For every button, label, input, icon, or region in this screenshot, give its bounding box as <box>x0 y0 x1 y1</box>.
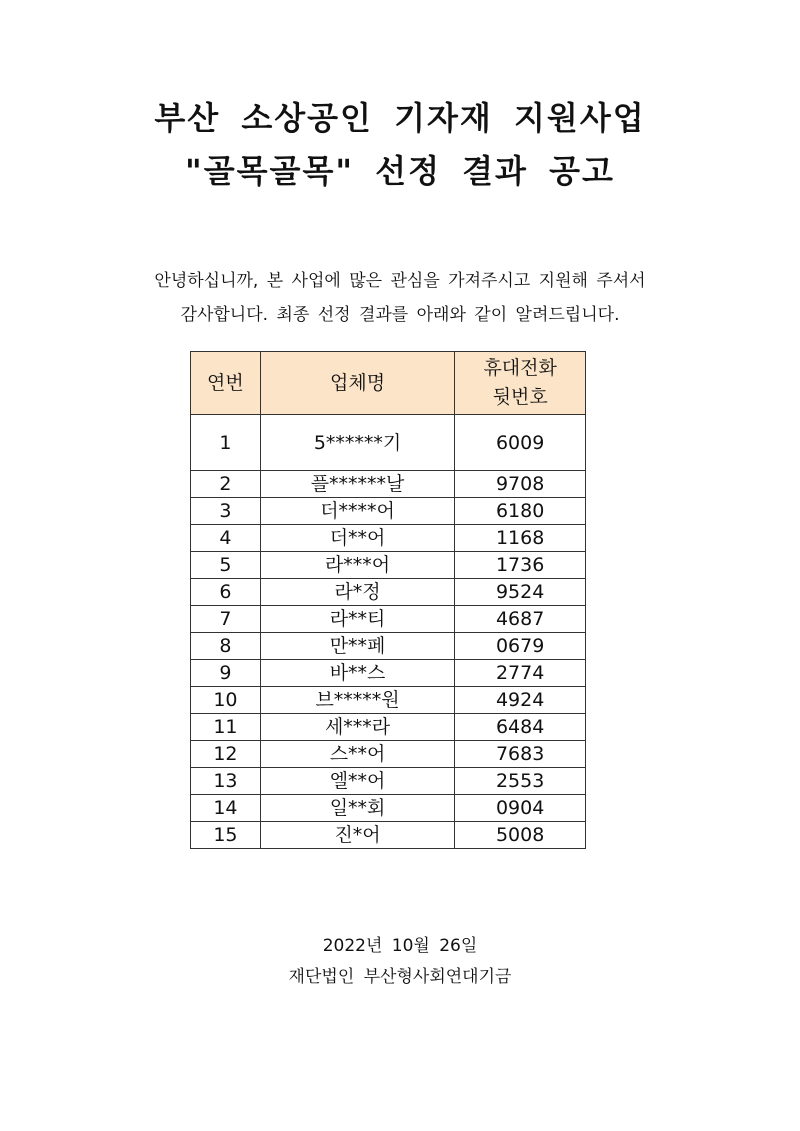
table-row <box>191 714 586 741</box>
cell-number: 13 <box>191 768 261 795</box>
table-body <box>191 415 586 849</box>
cell-number: 12 <box>191 741 261 768</box>
cell-company-name: 바**스 <box>260 660 455 687</box>
table-row <box>191 660 586 687</box>
table-row <box>191 579 586 606</box>
cell-number: 5 <box>191 552 261 579</box>
cell-phone-last-digits: 4924 <box>455 687 586 714</box>
cell-number: 2 <box>191 471 261 498</box>
table-row <box>191 822 586 849</box>
cell-number: 8 <box>191 633 261 660</box>
cell-company-name: 진*어 <box>260 822 455 849</box>
cell-phone-last-digits: 1168 <box>455 525 586 552</box>
cell-phone-last-digits: 1736 <box>455 552 586 579</box>
table-row <box>191 525 586 552</box>
header-company-name: 업체명 <box>260 352 455 415</box>
cell-phone-last-digits: 6180 <box>455 498 586 525</box>
table-row <box>191 552 586 579</box>
announcement-date: 2022년 10월 26일 <box>322 936 478 956</box>
cell-phone-last-digits: 6484 <box>455 714 586 741</box>
cell-number: 9 <box>191 660 261 687</box>
cell-phone-last-digits: 2774 <box>455 660 586 687</box>
cell-company-name: 브*****원 <box>260 687 455 714</box>
cell-company-name: 5******기 <box>260 415 455 471</box>
cell-phone-last-digits: 0904 <box>455 795 586 822</box>
cell-company-name: 라**티 <box>260 606 455 633</box>
table-row <box>191 741 586 768</box>
cell-company-name: 플******날 <box>260 471 455 498</box>
cell-number: 4 <box>191 525 261 552</box>
intro-text-line-1: 안녕하십니까, 본 사업에 많은 관심을 가져주시고 지원해 주셔서 <box>154 271 646 291</box>
cell-number: 10 <box>191 687 261 714</box>
cell-number: 15 <box>191 822 261 849</box>
header-phone-line-1: 휴대전화 <box>483 357 557 379</box>
cell-phone-last-digits: 9524 <box>455 579 586 606</box>
header-phone-last-digits <box>455 352 586 415</box>
table-row <box>191 687 586 714</box>
table-row <box>191 633 586 660</box>
table-row <box>191 498 586 525</box>
cell-company-name: 만**페 <box>260 633 455 660</box>
table-row <box>191 415 586 471</box>
cell-number: 1 <box>191 415 261 471</box>
cell-phone-last-digits: 6009 <box>455 415 586 471</box>
document-title-line-2: "골목골목" 선정 결과 공고 <box>185 152 615 190</box>
cell-company-name: 더****어 <box>260 498 455 525</box>
cell-number: 6 <box>191 579 261 606</box>
cell-company-name: 세***라 <box>260 714 455 741</box>
cell-number: 7 <box>191 606 261 633</box>
table-row <box>191 795 586 822</box>
document-title-line-1: 부산 소상공인 기자재 지원사업 <box>154 99 646 137</box>
cell-phone-last-digits: 2553 <box>455 768 586 795</box>
cell-phone-last-digits: 4687 <box>455 606 586 633</box>
cell-company-name: 일**회 <box>260 795 455 822</box>
intro-text-line-2: 감사합니다. 최종 선정 결과를 아래와 같이 알려드립니다. <box>180 305 620 325</box>
cell-company-name: 라*정 <box>260 579 455 606</box>
table-header-row <box>191 352 586 415</box>
organization-name: 재단법인 부산형사회연대기금 <box>288 967 512 987</box>
cell-phone-last-digits: 9708 <box>455 471 586 498</box>
cell-company-name: 라***어 <box>260 552 455 579</box>
header-number: 연번 <box>191 352 261 415</box>
cell-number: 14 <box>191 795 261 822</box>
table-row <box>191 606 586 633</box>
table-row <box>191 471 586 498</box>
cell-company-name: 스**어 <box>260 741 455 768</box>
cell-phone-last-digits: 0679 <box>455 633 586 660</box>
table-row <box>191 768 586 795</box>
selection-results-table <box>190 351 586 849</box>
cell-phone-last-digits: 5008 <box>455 822 586 849</box>
header-phone-line-2: 뒷번호 <box>492 386 548 408</box>
cell-phone-last-digits: 7683 <box>455 741 586 768</box>
cell-company-name: 더**어 <box>260 525 455 552</box>
cell-company-name: 엘**어 <box>260 768 455 795</box>
cell-number: 3 <box>191 498 261 525</box>
cell-number: 11 <box>191 714 261 741</box>
